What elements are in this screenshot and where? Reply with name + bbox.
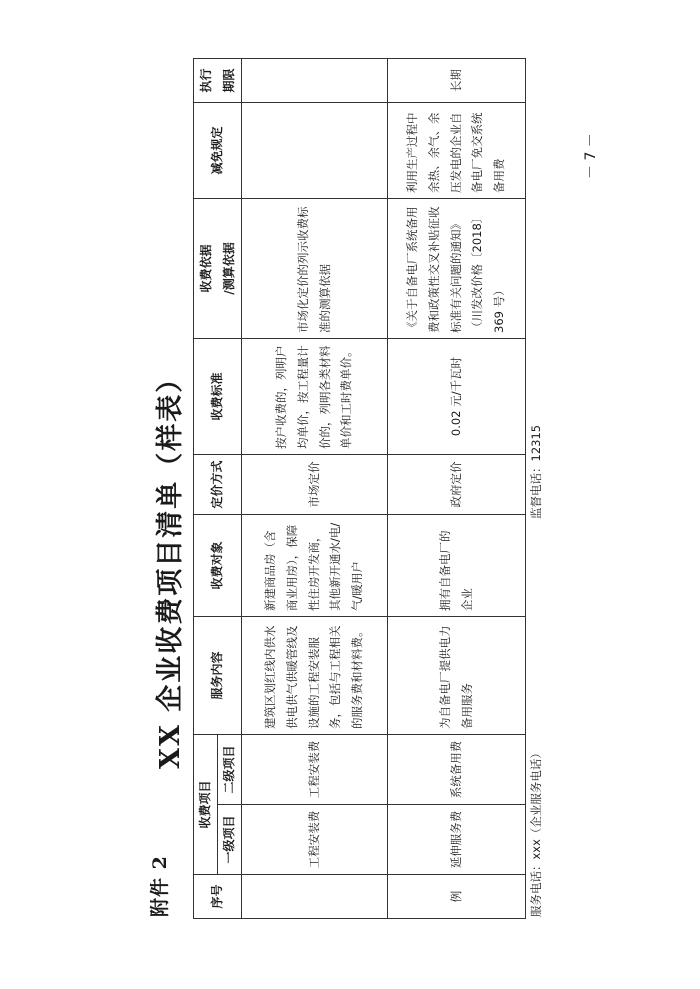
- cell-seq: [242, 875, 388, 919]
- cell-target: 拥有自备电厂的企业: [388, 514, 526, 616]
- cell-reduction: [242, 102, 388, 198]
- header-standard: 收费标准: [194, 338, 242, 454]
- cell-seq: 例: [388, 875, 526, 919]
- header-basis: 收费依据 /测算依据: [194, 198, 242, 338]
- service-phone: 服务电话：xxx（企业服务电话）: [529, 747, 543, 917]
- cell-pricing: 政府定价: [388, 454, 526, 514]
- header-content: 服务内容: [194, 616, 242, 734]
- table-row: [388, 58, 526, 918]
- table-row: [242, 58, 388, 918]
- appendix-label: 附件 2: [149, 855, 171, 917]
- cell-pricing: 市场定价: [242, 454, 388, 514]
- supervision-phone: 监督电话：12315: [529, 424, 543, 519]
- cell-basis: 《关于自备电厂系统备用费和政策性交叉补贴征收标准有关问题的通知》（川发改价格〔2018〕369 号）: [388, 198, 526, 338]
- cell-period: 长期: [388, 58, 526, 102]
- header-reduction: 减免规定: [194, 102, 242, 198]
- header-row-1: [194, 58, 218, 918]
- cell-level2: 工程安装费: [242, 734, 388, 804]
- cell-period: [242, 58, 388, 102]
- cell-level2: 系统备用费: [388, 734, 526, 804]
- cell-content: 建筑区划红线内供水供电供气供暖管线及设施的工程安装服务，包括与工程相关的服务费和材料费。: [242, 616, 388, 734]
- page-number: － 7 －: [583, 133, 599, 179]
- charge-items-table: [193, 58, 526, 919]
- cell-standard: 0.02 元/千瓦时: [388, 338, 526, 454]
- header-target: 收费对象: [194, 514, 242, 616]
- cell-target: 新建商品房（含商业用房），保障性住房开发商，其他新开通水/电/气/暖用户: [242, 514, 388, 616]
- document-title: XX 企业收费项目清单（样表）: [155, 363, 186, 769]
- cell-level1: 延伸服务费: [388, 805, 526, 875]
- header-seq: 序号: [194, 875, 242, 919]
- header-period: 执行期限: [194, 58, 242, 102]
- header-pricing: 定价方式: [194, 454, 242, 514]
- header-level1: 一级项目: [218, 805, 242, 875]
- header-level2: 二级项目: [218, 734, 242, 804]
- cell-reduction: 利用生产过程中余热、余气、余压发电的企业自备电厂免交系统备用费: [388, 102, 526, 198]
- header-charge-item: 收费项目: [194, 734, 218, 874]
- cell-standard: 按户收费的，列明户均单价，按工程量计价的，列明各类材料单价和工时费单价。: [242, 338, 388, 454]
- cell-basis: 市场化定价的列示收费标准的测算依据: [242, 198, 388, 338]
- cell-level1: 工程安装费: [242, 805, 388, 875]
- cell-content: 为自备电厂提供电力备用服务: [388, 616, 526, 734]
